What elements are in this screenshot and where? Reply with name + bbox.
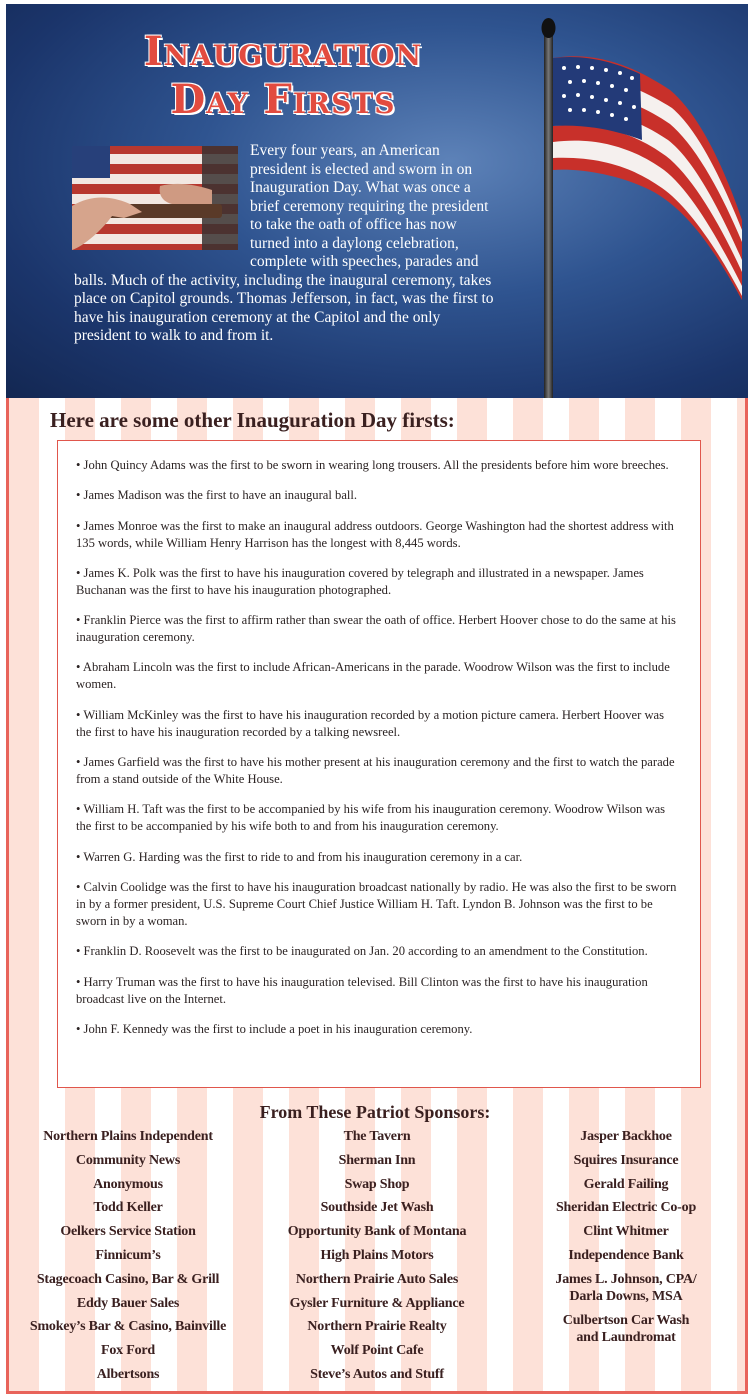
american-flag-image — [530, 10, 745, 400]
sponsor-name: Gysler Furniture & Appliance — [289, 1295, 465, 1311]
sponsor-name: Clint Whitmer — [583, 1224, 669, 1240]
sponsor-name: Fox Ford — [100, 1343, 155, 1359]
list-item: • James Monroe was the first to make an inaugural address outdoors. George Washington had the shortest address with 135 words, while William Henry Harrison has the longest with 8,445 words. — [76, 518, 674, 550]
sponsor-name: Northern Plains Independent — [43, 1129, 213, 1144]
sponsor-name: Sherman Inn — [338, 1152, 416, 1168]
sponsors-column-2 — [250, 1128, 504, 1390]
sponsor-name: Sheridan Electric Co-op — [555, 1200, 697, 1216]
firsts-list — [76, 457, 680, 1038]
list-item: • John F. Kennedy was the first to include a poet in his inauguration ceremony. — [76, 1021, 473, 1036]
sponsor-name: Northern Prairie Realty — [307, 1319, 447, 1335]
sponsor-name: Culbertson Car Wash and Laundromat — [562, 1312, 690, 1345]
sponsor-name: Finnicum’s — [95, 1247, 161, 1263]
sponsor-name: Swap Shop — [344, 1176, 410, 1192]
sponsor-name: Stagecoach Casino, Bar & Grill — [36, 1271, 220, 1287]
list-item: • James Garfield was the first to have his mother present at his inauguration ceremony and the first to watch the parade from a stand outside of the White House. — [76, 755, 675, 787]
sponsor-name: Eddy Bauer Sales — [76, 1295, 180, 1311]
list-item: • Abraham Lincoln was the first to include African-Americans in the parade. Woodrow Wilson was the first to include women. — [76, 660, 670, 692]
list-item: • William McKinley was the first to have his inauguration recorded by a motion picture camera. Herbert Hoover was the first to have his inauguration recorded by a talking newsreel. — [76, 707, 665, 739]
list-item: • William H. Taft was the first to be accompanied by his wife from his inauguration ceremony. Woodrow Wilson was the first to be accompanied by his wife both to and from his inauguration ceremony. — [76, 802, 666, 834]
sponsor-name: Smokey’s Bar & Casino, Bainville — [29, 1319, 227, 1335]
sponsor-name: The Tavern — [343, 1129, 411, 1144]
title-line-2: Day Firsts — [170, 76, 396, 123]
sponsor-name: Independence Bank — [568, 1247, 684, 1263]
sponsors-heading: From These Patriot Sponsors: — [259, 1102, 491, 1122]
sponsor-name: Gerald Failing — [583, 1176, 669, 1192]
list-item: • Harry Truman was the first to have his inauguration televised. Bill Clinton was the first to have his inauguration broadcast live on the Internet. — [76, 974, 648, 1006]
intro-paragraph — [74, 142, 494, 346]
intro-text: Every four years, an American president is elected and sworn in on Inauguration Day. What was once a brief ceremony requiring the president to take the oath of office has now turned into a daylong celebration, complete with speeches, parades and balls. Much of the activity, including the inaugural ceremony, takes place on Capitol grounds. Thomas Jefferson, in fact, was the first to have his inauguration ceremony at the Capitol and the only president to walk to and from it. — [74, 142, 494, 344]
list-item: • Warren G. Harding was the first to ride to and from his inauguration ceremony in a car. — [76, 849, 523, 864]
sponsor-name: Jasper Backhoe — [580, 1129, 672, 1144]
list-item: • James K. Polk was the first to have his inauguration covered by telegraph and illustrated in a newspaper. James Buchanan was the first to have his inauguration photographed. — [76, 565, 644, 597]
sponsor-name: Todd Keller — [93, 1200, 163, 1216]
list-item: • Calvin Coolidge was the first to have his inauguration broadcast nationally by radio. He was also the first to be sworn in by a former president, U.S. Supreme Court Chief Justice William H. Taft. Lyndon B. Johnson was the first to be sworn in by a woman. — [76, 879, 677, 928]
sponsors-column-3 — [504, 1128, 748, 1352]
sponsor-name: Southside Jet Wash — [320, 1200, 434, 1216]
sponsor-name: Albertsons — [96, 1366, 160, 1382]
sponsor-name: James L. Johnson, CPA/ Darla Downs, MSA — [555, 1271, 697, 1304]
sponsor-name: Northern Prairie Auto Sales — [295, 1271, 459, 1287]
sponsor-name: Oelkers Service Station — [60, 1224, 196, 1240]
list-item: • Franklin Pierce was the first to affirm rather than swear the oath of office. Herbert Hoover chose to do the same at his inauguration ceremony. — [76, 613, 676, 645]
sponsor-name: Steve’s Autos and Stuff — [310, 1366, 444, 1382]
firsts-heading: Here are some other Inauguration Day firsts: — [50, 408, 455, 432]
list-item: • John Quincy Adams was the first to be sworn in wearing long trousers. All the presidents before him wore breeches. — [76, 458, 669, 472]
sponsor-name: Wolf Point Cafe — [330, 1343, 424, 1359]
list-item: • James Madison was the first to have an inaugural ball. — [76, 488, 358, 503]
sponsor-name: Anonymous — [93, 1176, 163, 1192]
sponsor-name: Opportunity Bank of Montana — [287, 1224, 467, 1240]
list-item: • Franklin D. Roosevelt was the first to be inaugurated on Jan. 20 according to an amendment to the Constitution. — [76, 944, 648, 959]
sponsor-name: Squires Insurance — [573, 1152, 679, 1168]
sponsors-column-1 — [6, 1128, 250, 1390]
sponsor-name: Community News — [75, 1152, 181, 1168]
title-line-1: Inauguration — [143, 28, 423, 75]
sponsor-name: High Plains Motors — [320, 1247, 434, 1263]
page-title — [78, 28, 488, 124]
firsts-box — [57, 440, 701, 1088]
